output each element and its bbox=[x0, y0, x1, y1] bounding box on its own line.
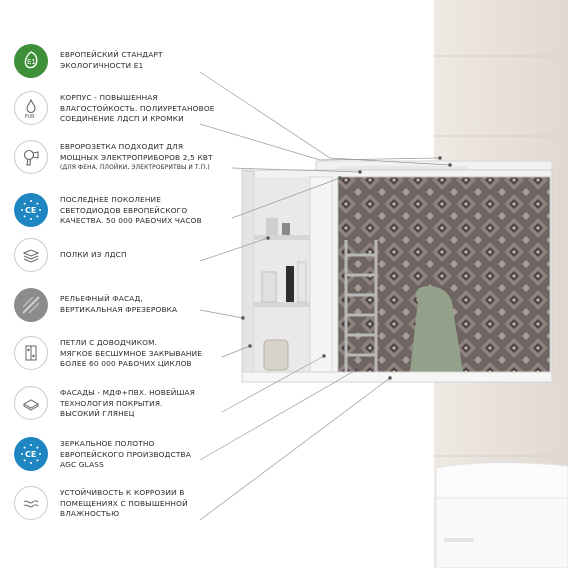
feature-line: УСТОЙЧИВОСТЬ К КОРРОЗИИ В bbox=[60, 488, 185, 497]
shelves-icon bbox=[14, 238, 48, 272]
hinge-icon bbox=[14, 336, 48, 370]
feature-line: МЯГКОЕ БЕСШУМНОЕ ЗАКРЫВАНИЕ bbox=[60, 348, 203, 358]
feature-line: СОЕДИНЕНИЕ ЛДСП И КРОМКИ bbox=[60, 114, 184, 124]
feature-line: РЕЛЬЕФНЫЙ ФАСАД, bbox=[60, 294, 143, 303]
mirror-ce-icon bbox=[14, 437, 48, 471]
water-drop-pur-icon bbox=[14, 91, 48, 125]
feature-text bbox=[60, 294, 238, 315]
eco-e1-label: E1 bbox=[27, 58, 36, 66]
feature-line: ТЕХНОЛОГИЯ ПОКРЫТИЯ. bbox=[60, 398, 163, 408]
feature-line: БОЛЕЕ 60 000 РАБОЧИХ ЦИКЛОВ bbox=[60, 359, 192, 369]
features-panel bbox=[0, 0, 230, 568]
feature-hinges bbox=[14, 336, 236, 376]
hair-dryer-icon bbox=[14, 140, 48, 174]
feature-line: ПОМЕЩЕНИЯХ С ПОВЫШЕННОЙ bbox=[60, 498, 188, 508]
feature-text bbox=[60, 488, 238, 520]
feature-line: ФАСАДЫ - МДФ+ПВХ. НОВЕЙШАЯ bbox=[60, 388, 196, 397]
pur-label: PUR bbox=[24, 114, 35, 119]
feature-text bbox=[60, 142, 238, 174]
feature-shelves bbox=[14, 238, 236, 278]
feature-line: ПОЛКИ ИЗ ЛДСП bbox=[60, 250, 127, 259]
feature-text bbox=[60, 93, 238, 125]
feature-line: ВЛАЖНОСТЬЮ bbox=[60, 509, 120, 519]
feature-eco-e1 bbox=[14, 44, 236, 84]
facade-mdf-icon bbox=[14, 386, 48, 420]
feature-relief-facade bbox=[14, 288, 236, 328]
led-ce-icon bbox=[14, 193, 48, 227]
feature-line: ЕВРОПЕЙСКИЙ СТАНДАРТ bbox=[60, 50, 163, 59]
feature-text bbox=[60, 338, 238, 370]
feature-line: ПЕТЛИ С ДОВОДЧИКОМ. bbox=[60, 338, 158, 347]
feature-line: ВЫСОКИЙ ГЛЯНЕЦ bbox=[60, 409, 135, 419]
feature-line: ВЕРТИКАЛЬНАЯ ФРЕЗЕРОВКА bbox=[60, 304, 178, 314]
feature-line: ЕВРОРОЗЕТКА ПОДХОДИТ ДЛЯ bbox=[60, 142, 184, 151]
corrosion-resistance-icon bbox=[14, 486, 48, 520]
feature-line: ПОСЛЕДНЕЕ ПОКОЛЕНИЕ bbox=[60, 195, 162, 204]
feature-line: AGC GLASS bbox=[60, 460, 104, 470]
feature-text bbox=[60, 388, 238, 420]
mirror-cabinet-illustration bbox=[238, 0, 568, 568]
ce-label: CE bbox=[25, 450, 37, 459]
product-photo bbox=[238, 0, 568, 568]
eco-e1-icon bbox=[14, 44, 48, 78]
feature-text bbox=[60, 50, 238, 71]
feature-led bbox=[14, 193, 236, 233]
feature-text bbox=[60, 250, 238, 261]
feature-line: СВЕТОДИОДОВ ЕВРОПЕЙСКОГО bbox=[60, 205, 188, 215]
feature-line: ЭКОЛОГИЧНОСТИ Е1 bbox=[60, 60, 144, 70]
feature-line: МОЩНЫХ ЭЛЕКТРОПРИБОРОВ 2,5 КВТ bbox=[60, 152, 213, 162]
feature-line: ЗЕРКАЛЬНОЕ ПОЛОТНО bbox=[60, 439, 155, 448]
feature-mirror bbox=[14, 437, 236, 477]
ce-label: CE bbox=[25, 206, 37, 215]
feature-corrosion bbox=[14, 486, 236, 526]
feature-line: ЕВРОПЕЙСКОГО ПРОИЗВОДСТВА bbox=[60, 449, 191, 459]
feature-line: КОРПУС - ПОВЫШЕННАЯ bbox=[60, 93, 158, 102]
feature-text bbox=[60, 439, 238, 471]
feature-body-moisture bbox=[14, 91, 236, 131]
relief-facade-icon bbox=[14, 288, 48, 322]
feature-line: ВЛАГОСТОЙКОСТЬ. ПОЛИУРЕТАНОВОЕ bbox=[60, 103, 215, 113]
feature-note: (ДЛЯ ФЕНА, ПЛОЙКИ, ЭЛЕКТРОБРИТВЫ И Т.П.) bbox=[60, 165, 210, 172]
feature-line: КАЧЕСТВА. 50 000 РАБОЧИХ ЧАСОВ bbox=[60, 216, 202, 226]
feature-facades bbox=[14, 386, 236, 426]
feature-text bbox=[60, 195, 238, 227]
feature-euro-socket bbox=[14, 140, 236, 180]
